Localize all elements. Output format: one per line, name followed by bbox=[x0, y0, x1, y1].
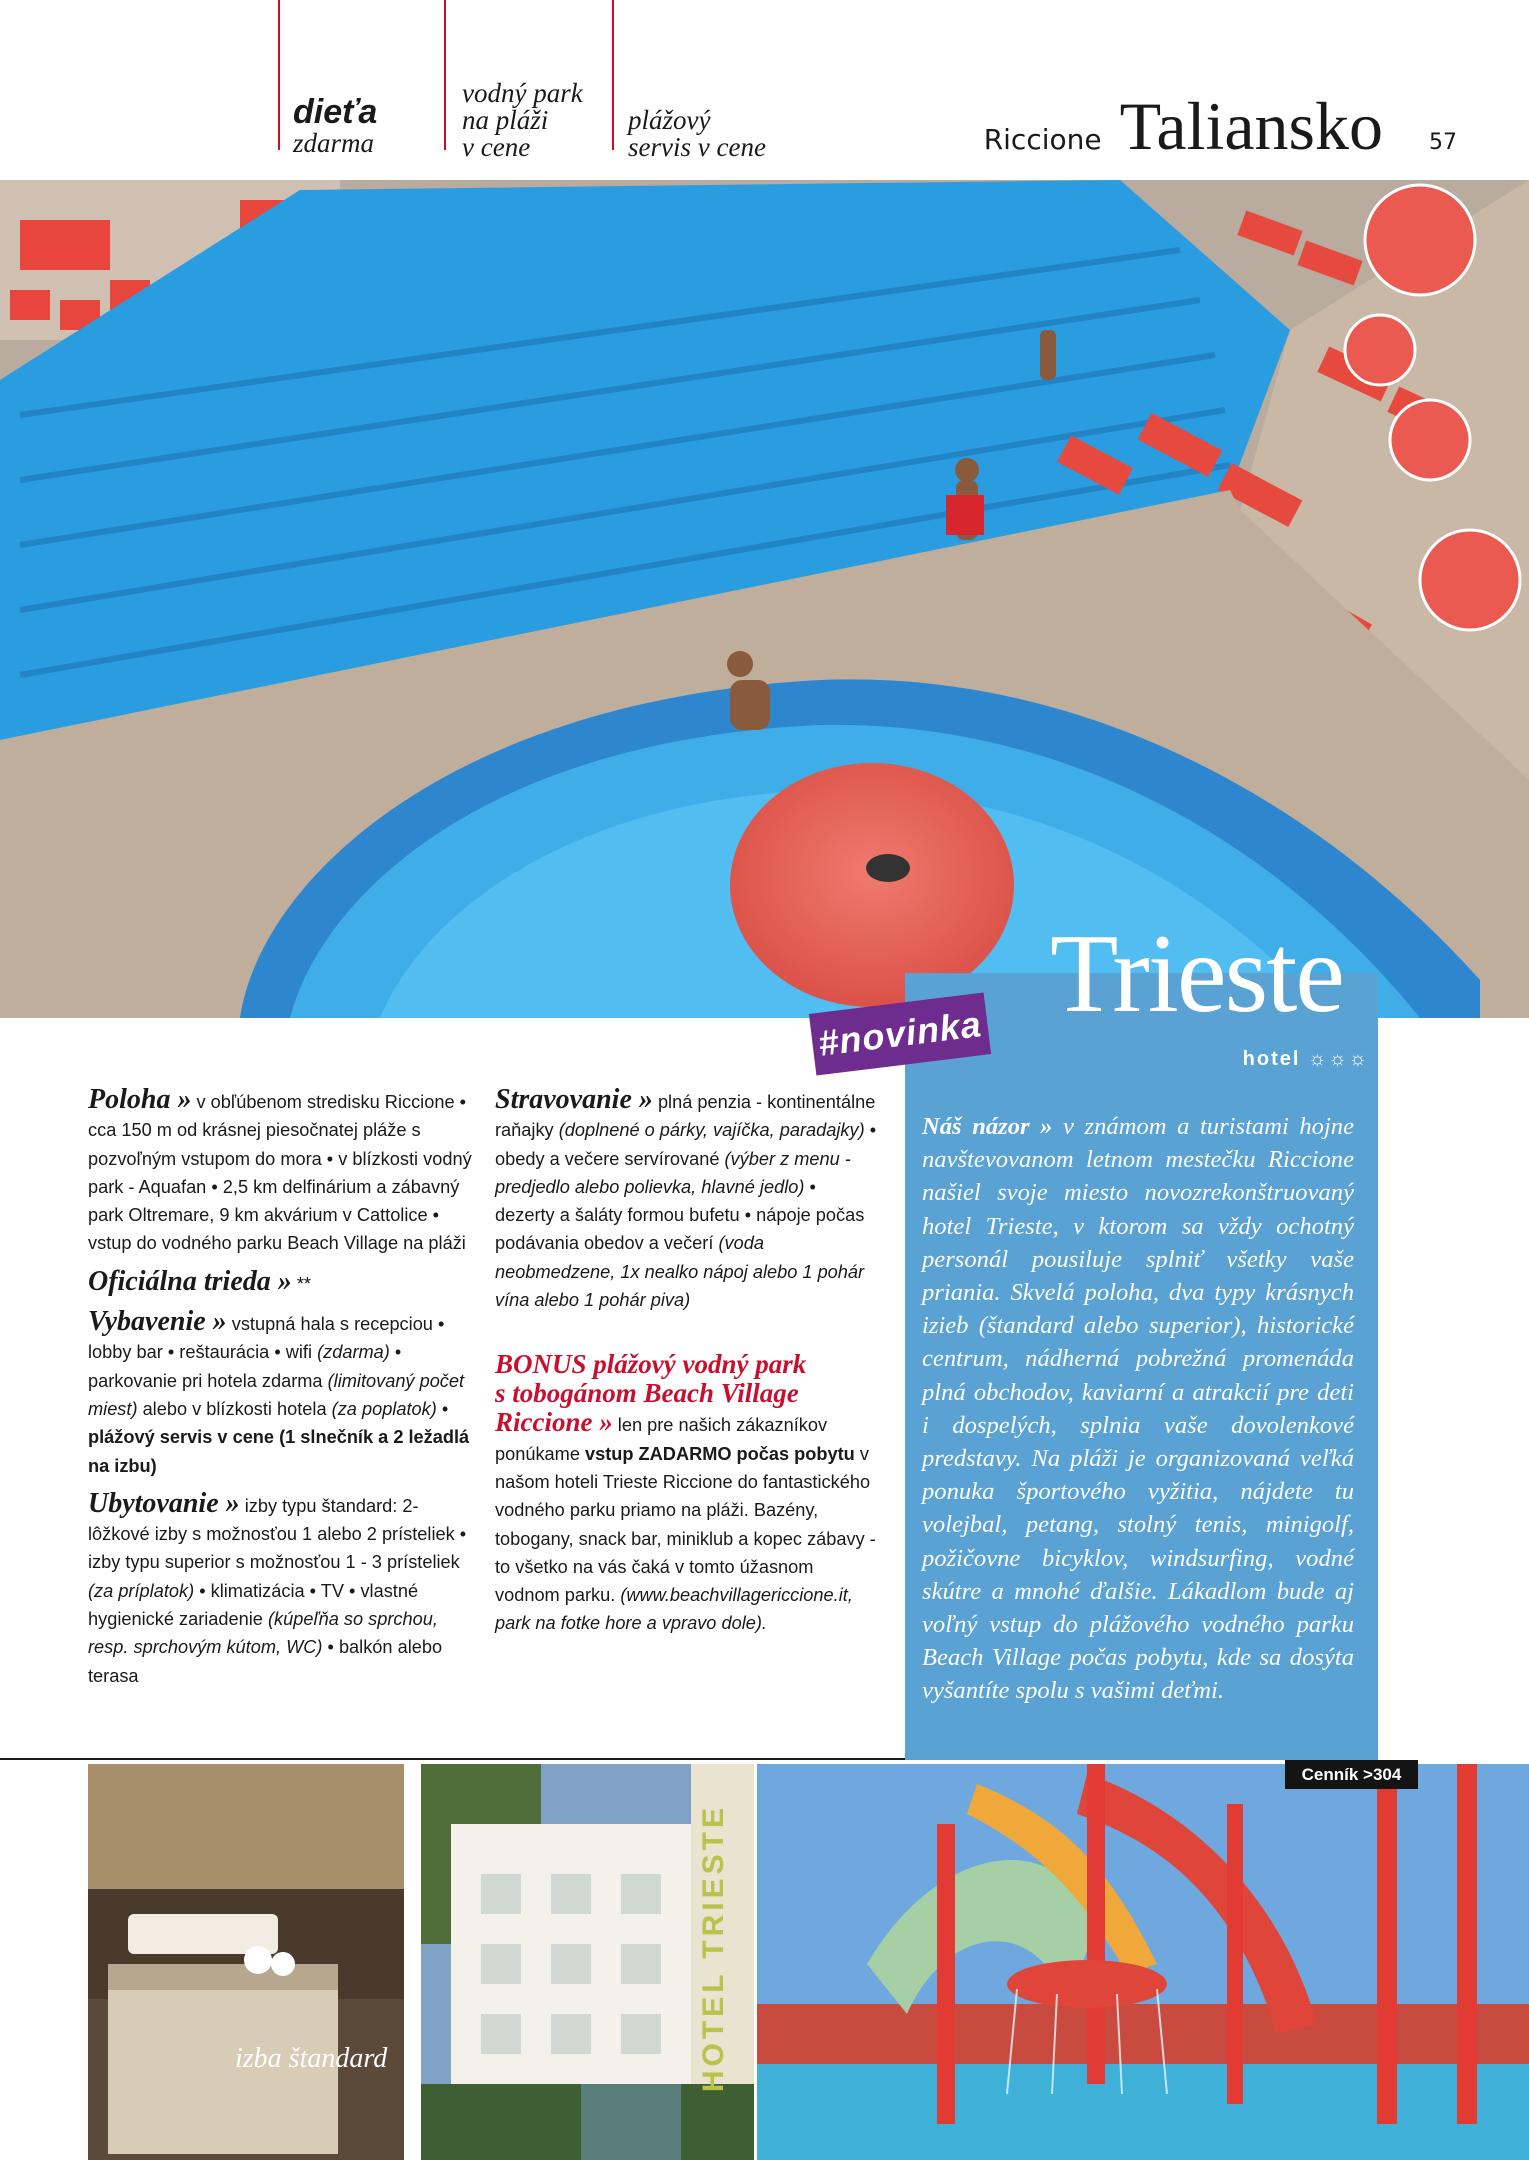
section-location bbox=[88, 1084, 478, 1258]
heading-country: Taliansko bbox=[1119, 88, 1383, 164]
meals-text: plná penzia - kontinentálne raňajky bbox=[495, 1092, 876, 1141]
badge-child-free-sub: zdarma bbox=[293, 128, 375, 158]
opinion-text: v známom a turistami hojne navštevovanom letnom mestečku Riccione našiel svoje miesto novozrekonštruovaný hotel Trieste, v ktorom sa vždy ochotný personál pousiluje splniť všetky vaše priania. Skvelá poloha, dva typy krásnych izieb (štandard alebo superior), historické centrum, nádherná pobrežná promenáda plná obchodov, kaviarní a atrakcií pre deti i dospelých, splnia vaše dovolenkové predstavy. Na pláži je organizovaná veľká ponuka športového vyžitia, nájdete tu volejbal, petang, stolný tenis, minigolf, požičovne bicyklov, windsurfing, vodné skútre a mnohé ďalšie. Lákadlom bude aj voľný vstup do plážového vodného parku Beach Village počas pobytu, kde sa dosýta vyšantíte spolu s vašimi deťmi. bbox=[922, 1113, 1354, 1705]
page-number: 57 bbox=[1429, 130, 1457, 155]
hotel-category: hotel ☼☼☼ bbox=[1242, 1048, 1369, 1070]
column-1 bbox=[88, 1084, 478, 1690]
bonus-text: v našom hoteli Trieste Riccione do fantastického vodného parku priamo na pláži. Bazény, tobogany, snack bar, miniklub a kopec zábavy - to všetko na vás čaká v tomto úžasnom vodnom parku. bbox=[495, 1443, 876, 1606]
badge-waterpark-line: v cene bbox=[462, 132, 531, 162]
new-badge: #novinka bbox=[809, 993, 991, 1076]
photo-facade bbox=[421, 1764, 754, 2160]
section-bonus bbox=[495, 1350, 880, 1637]
opinion-label: Náš názor » bbox=[922, 1113, 1053, 1140]
meals-note: (voda neobmedzene, 1x nealko nápoj alebo 1 pohár vína alebo 1 pohár piva) bbox=[495, 1233, 865, 1311]
hero-pool-photo bbox=[0, 180, 1529, 1018]
room-caption: izba štandard bbox=[235, 2043, 388, 2074]
section-meals bbox=[495, 1084, 880, 1314]
accommodation-text: izby typu štandard: 2-lôžkové izby s možnosťou 1 alebo 2 prísteliek • izby typu superior s možnosťou 1 - 3 prísteliek bbox=[88, 1495, 467, 1573]
accommodation-text: • balkón alebo terasa bbox=[88, 1637, 443, 1686]
section-facilities bbox=[88, 1306, 478, 1480]
our-opinion bbox=[922, 1110, 1354, 1708]
meals-label: Stravovanie » bbox=[495, 1084, 653, 1115]
page-heading bbox=[983, 88, 1457, 164]
section-class bbox=[88, 1266, 478, 1298]
facilities-text: alebo v blízkosti hotela bbox=[137, 1398, 332, 1419]
badge-waterpark-line: vodný park bbox=[462, 78, 583, 108]
class-value: ** bbox=[291, 1273, 311, 1294]
bonus-label: s tobogánom Beach Village bbox=[495, 1378, 799, 1409]
price-list-ref[interactable]: Cenník >304 bbox=[1285, 1760, 1418, 1789]
bonus-label: BONUS plážový vodný park bbox=[495, 1349, 807, 1380]
facilities-note: (za poplatok) bbox=[331, 1398, 437, 1419]
accommodation-label: Ubytovanie » bbox=[88, 1487, 240, 1519]
location-text: v obľúbenom stredisku Riccione • cca 150 m od krásnej piesočnatej pláže s pozvoľným vstupom do mora • v blízkosti vodný park - Aquafan • 2,5 km delfinárium a zábavný park Oltremare, 9 km akvárium v Cattolice • vstup do vodného parku Beach Village na pláži bbox=[88, 1092, 472, 1254]
meals-note: (výber z menu - predjedlo alebo polievka, hlavné jedlo) bbox=[495, 1148, 851, 1197]
header-divider-1 bbox=[278, 0, 280, 150]
meals-note: (doplnené o párky, vajíčka, paradajky) bbox=[558, 1120, 865, 1141]
meals-text: • dezerty a šaláty formou bufetu • nápoje počas podávania obedov a večerí bbox=[495, 1176, 865, 1254]
facilities-note: (limitovaný počet miest) bbox=[88, 1370, 465, 1419]
section-accommodation bbox=[88, 1488, 478, 1690]
badge-beach-line: servis v cene bbox=[628, 132, 766, 162]
accommodation-note: (kúpeľňa so sprchou, resp. sprchovým kútom, WC) bbox=[88, 1609, 438, 1658]
photo-waterpark bbox=[757, 1764, 1529, 2160]
badge-waterpark-line: na pláži bbox=[462, 105, 549, 135]
facilities-note: (zdarma) bbox=[317, 1342, 390, 1363]
header-divider-3 bbox=[612, 0, 614, 150]
facilities-text: • bbox=[436, 1398, 449, 1419]
accommodation-note: (za príplatok) bbox=[88, 1580, 195, 1601]
class-label: Oficiálna trieda » bbox=[88, 1265, 292, 1297]
hotel-name: Trieste bbox=[1050, 912, 1344, 1036]
bonus-label: Riccione » bbox=[495, 1407, 613, 1438]
facilities-text: • parkovanie pri hotela zdarma bbox=[88, 1342, 402, 1391]
bonus-note: (www.beachvillagericcione.it, park na fotke hore a vpravo dole). bbox=[495, 1585, 853, 1634]
badge-beach-line: plážový bbox=[628, 105, 711, 135]
column-2 bbox=[495, 1084, 880, 1638]
section-divider bbox=[0, 1758, 905, 1760]
accommodation-text: • klimatizácia • TV • vlastné hygienické zariadenie bbox=[88, 1580, 419, 1630]
badge-beach-service bbox=[628, 107, 766, 161]
location-label: Poloha » bbox=[88, 1084, 192, 1115]
facilities-label: Vybavenie » bbox=[88, 1306, 227, 1338]
header-divider-2 bbox=[444, 0, 446, 150]
heading-city: Riccione bbox=[983, 123, 1102, 156]
photo-room bbox=[88, 1764, 404, 2160]
bonus-highlight: vstup ZADARMO počas pobytu bbox=[585, 1443, 855, 1464]
bonus-text: len pre našich zákazníkov ponúkame bbox=[495, 1415, 828, 1464]
badge-child-free bbox=[293, 94, 377, 157]
facade-sign: HOTEL TRIESTE bbox=[697, 1804, 730, 2093]
facilities-highlight: plážový servis v cene (1 slnečník a 2 ležadlá na izbu) bbox=[88, 1427, 470, 1476]
facilities-text: vstupná hala s recepciou • lobby bar • reštaurácia • wifi bbox=[88, 1314, 445, 1363]
badge-waterpark bbox=[462, 80, 583, 161]
badge-child-free-title: dieťa bbox=[293, 93, 378, 131]
meals-text: • obedy a večere servírované bbox=[495, 1120, 877, 1169]
